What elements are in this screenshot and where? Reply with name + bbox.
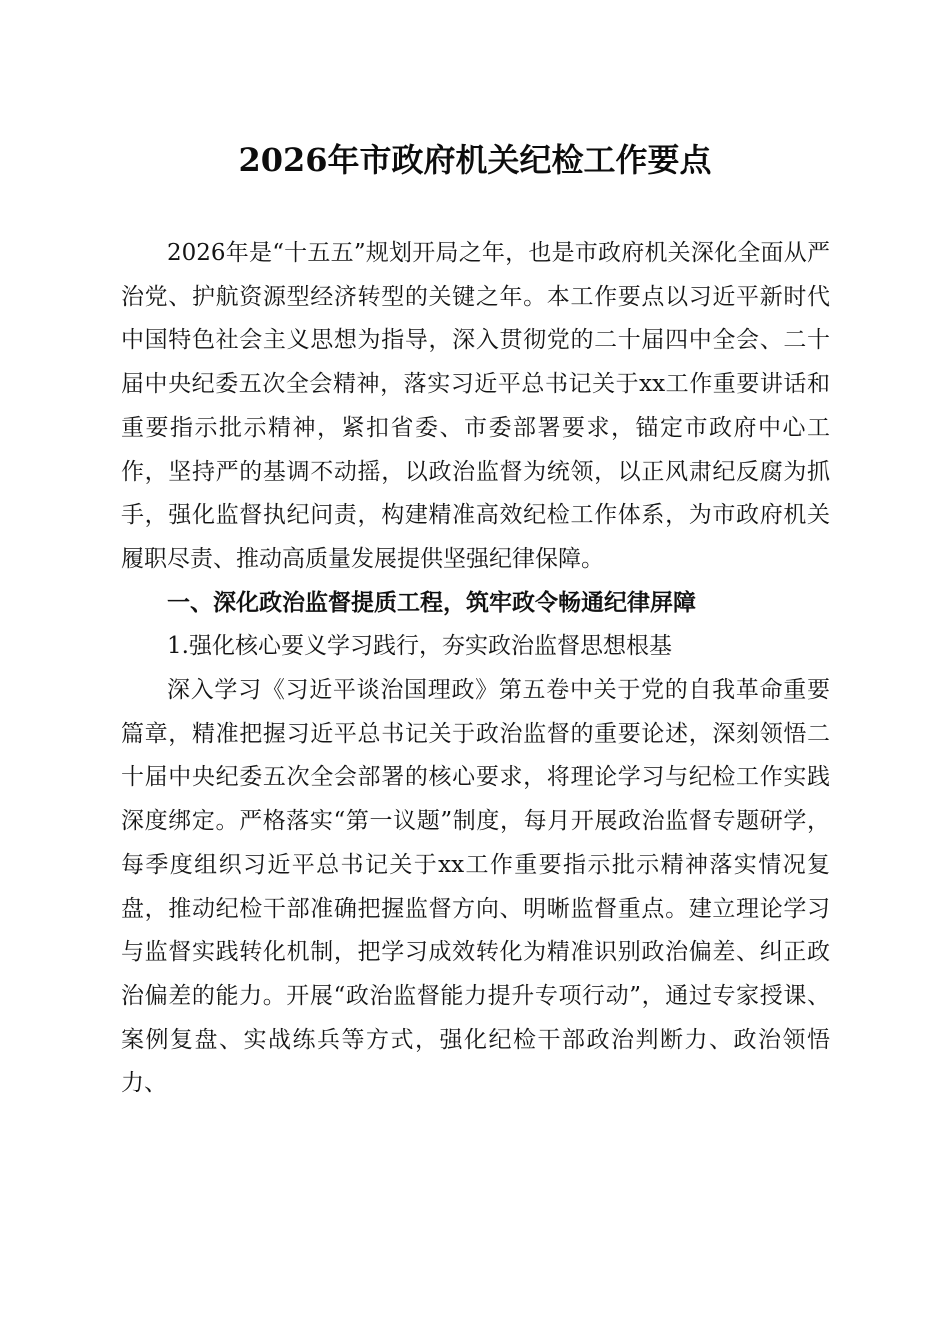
body-paragraph: 深入学习《习近平谈治国理政》第五卷中关于党的自我革命重要篇章，精准把握习近平总书记关于政治监督的重要论述，深刻领悟二十届中央纪委五次全会部署的核心要求，将理论学习与纪检工作实践深度绑定。严格落实“第一议题”制度，每月开展政治监督专题研学，每季度组织习近平总书记关于xx工作重要指示批示精神落实情况复盘，推动纪检干部准确把握监督方向、明晰监督重点。建立理论学习与监督实践转化机制，把学习成效转化为精准识别政治偏差、纠正政治偏差的能力。开展“政治监督能力提升专项行动”，通过专家授课、案例复盘、实战练兵等方式，强化纪检干部政治判断力、政治领悟力、 — [121, 677, 830, 1097]
section-heading: 一、深化政治监督提质工程，筑牢政令畅通纪律屏障 — [167, 589, 696, 616]
document-body — [121, 232, 830, 1106]
subsection-heading: 1.强化核心要义学习践行，夯实政治监督思想根基 — [167, 633, 672, 660]
intro-paragraph: 2026年是“十五五”规划开局之年，也是市政府机关深化全面从严治党、护航资源型经济转型的关键之年。本工作要点以习近平新时代中国特色社会主义思想为指导，深入贯彻党的二十届四中全会、二十届中央纪委五次全会精神，落实习近平总书记关于xx工作重要讲话和重要指示批示精神，紧扣省委、市委部署要求，锚定市政府中心工作，坚持严的基调不动摇，以政治监督为统领，以正风肃纪反腐为抓手，强化监督执纪问责，构建精准高效纪检工作体系，为市政府机关履职尽责、推动高质量发展提供坚强纪律保障。 — [121, 240, 830, 572]
document-title: 2026年市政府机关纪检工作要点 — [238, 141, 712, 179]
